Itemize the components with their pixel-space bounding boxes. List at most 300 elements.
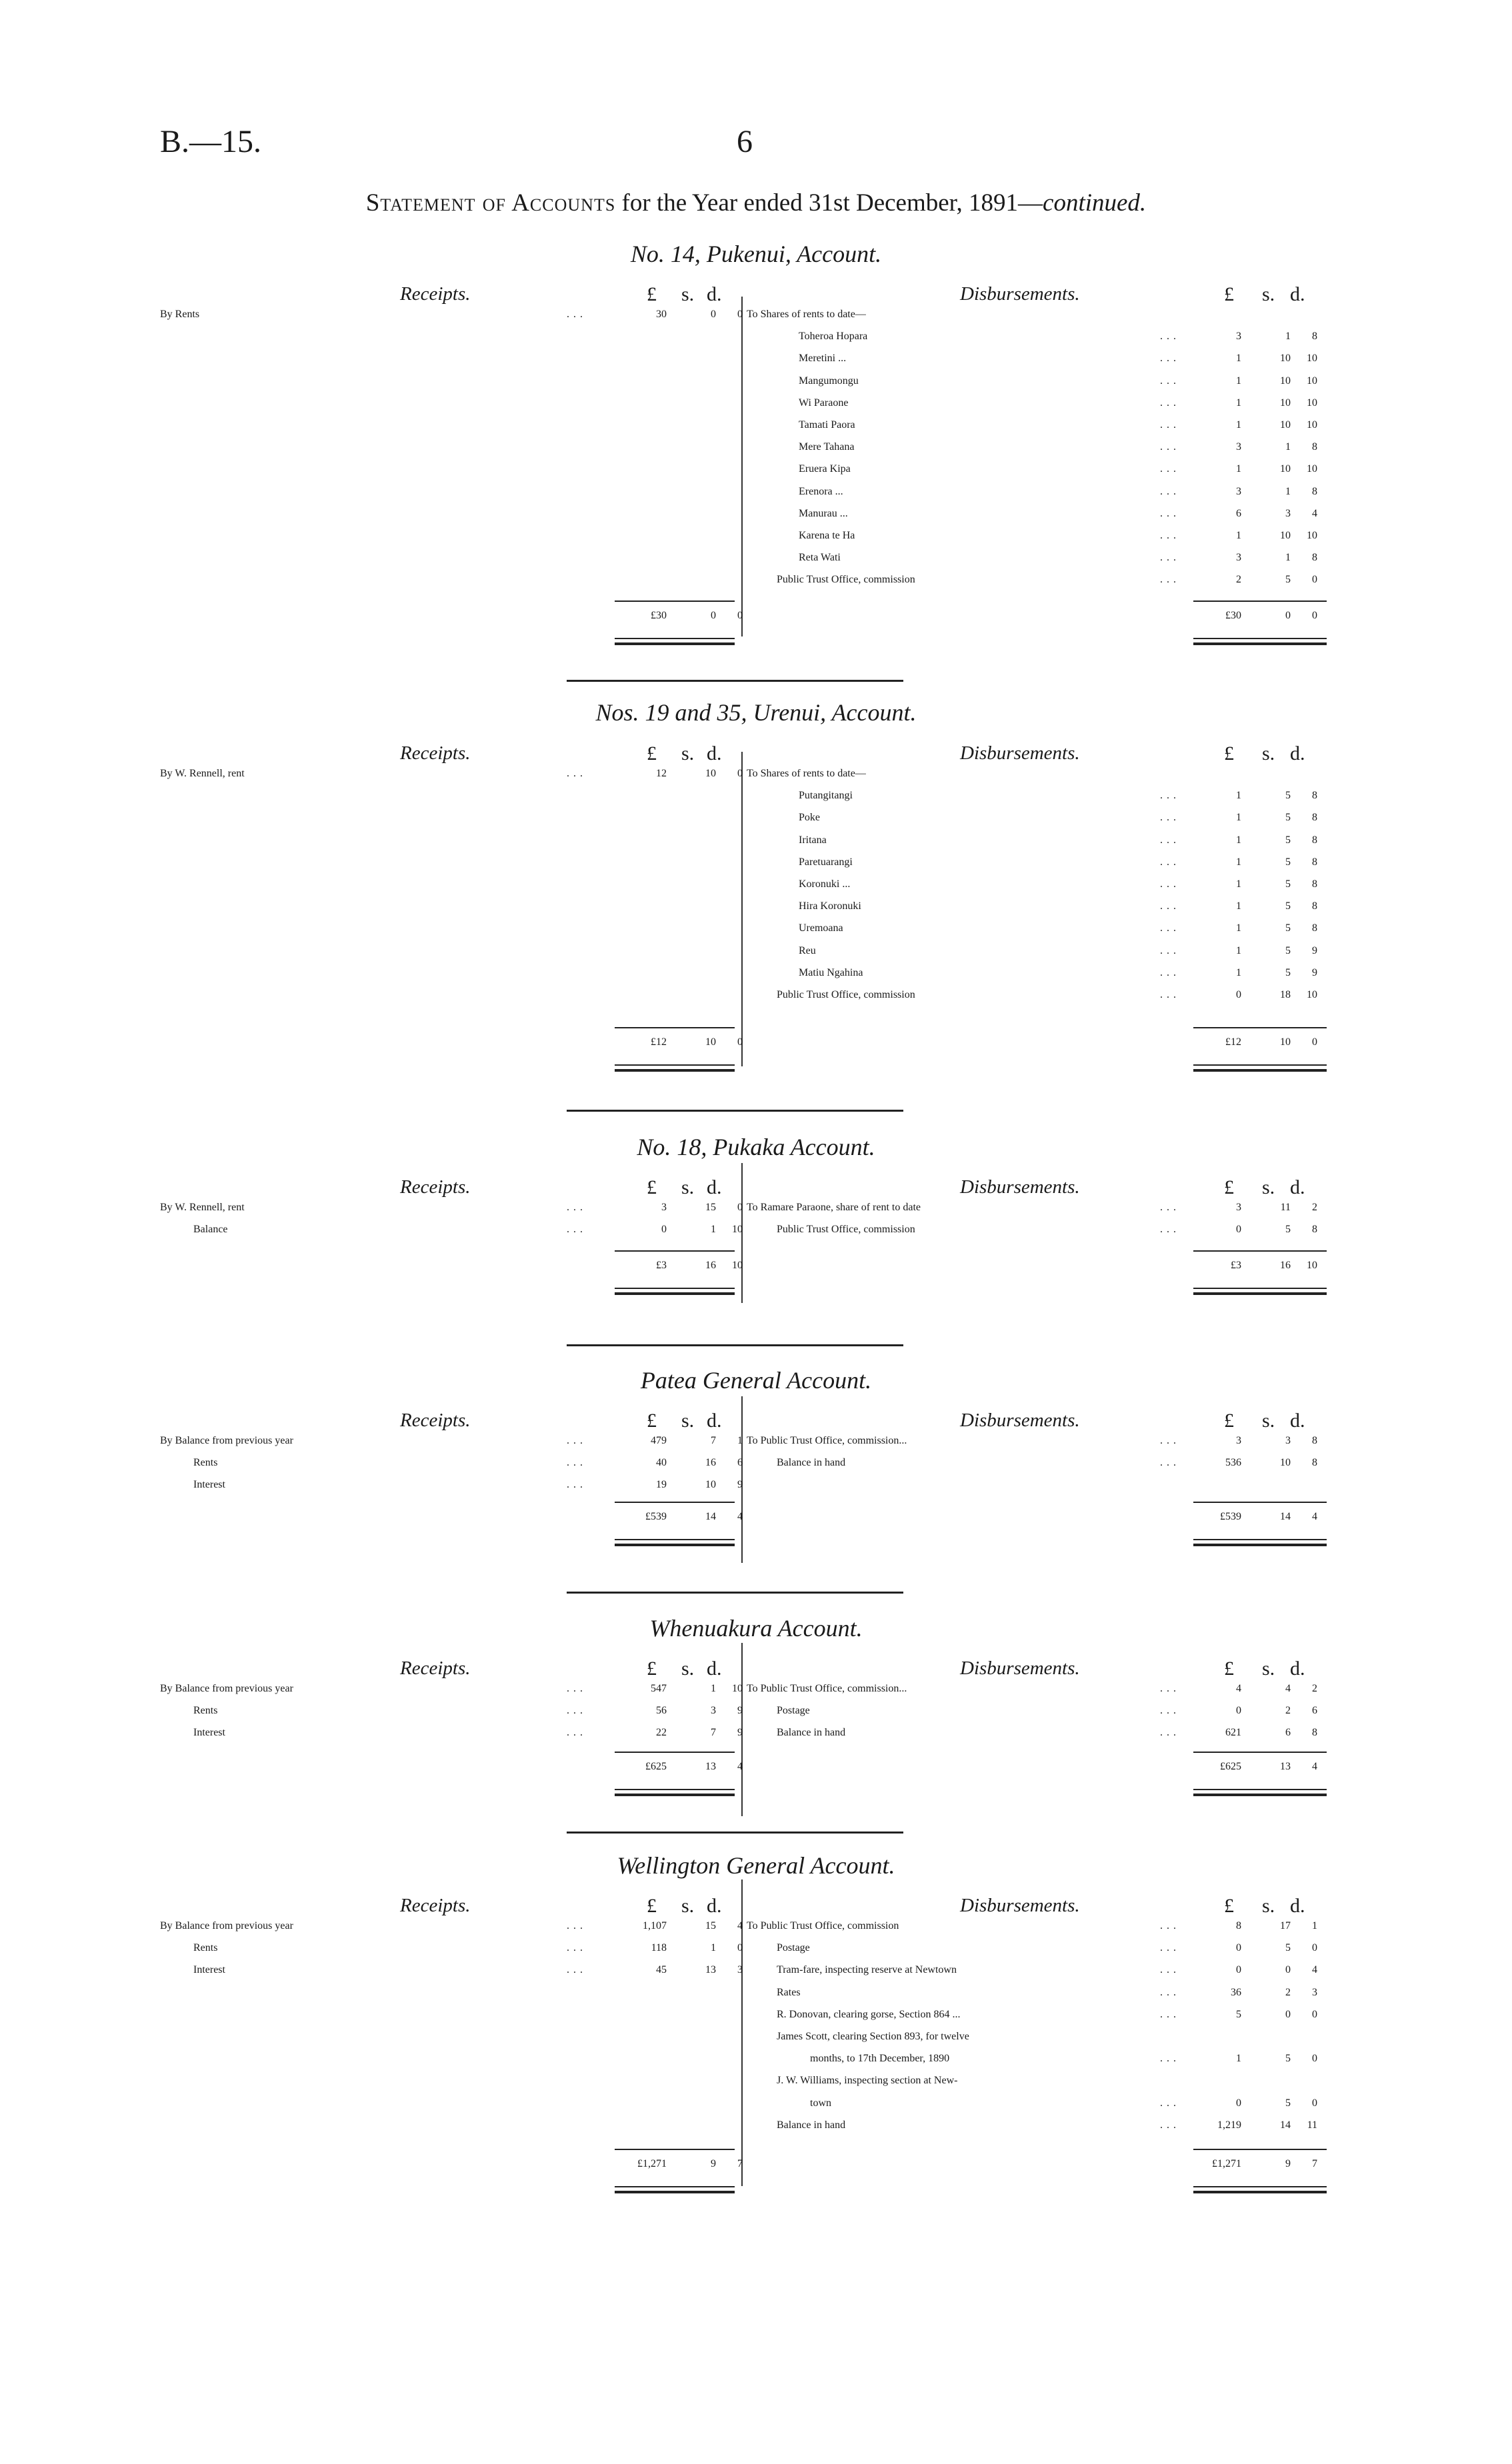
receipt-amount-pence: 9 [737, 1705, 743, 1717]
receipt-amount-pounds: 22 [656, 1727, 667, 1739]
disbursement-amount-shillings: 5 [1285, 966, 1291, 978]
disbursement-amount-pounds: 1 [1236, 878, 1241, 890]
disbursement-amount-pence: 8 [1312, 441, 1317, 453]
disbursements-total-pence: 0 [1312, 610, 1317, 621]
pound-header: £ [647, 1895, 657, 1917]
subtotal-rule [615, 1027, 735, 1028]
leader-dots: ... [567, 1457, 587, 1469]
disbursement-label: Toheroa Hopara [799, 331, 868, 343]
pence-header: d. [707, 1658, 722, 1680]
disbursement-amount-pence: 8 [1312, 1435, 1317, 1446]
leader-dots: ... [1160, 1705, 1180, 1717]
disbursement-amount-shillings: 0 [1285, 1964, 1291, 1976]
disbursement-amount-pounds: 621 [1225, 1727, 1241, 1739]
disbursement-amount-shillings: 5 [1285, 812, 1291, 824]
disbursement-amount-shillings: 10 [1280, 397, 1291, 409]
disbursement-amount-pounds: 0 [1236, 1224, 1241, 1236]
disbursement-amount-pence: 8 [1312, 922, 1317, 934]
leader-dots: ... [567, 1964, 587, 1976]
disbursement-amount-pence: 8 [1312, 1224, 1317, 1236]
receipts-total-shillings: 0 [711, 610, 716, 621]
disbursement-label: Eruera Kipa [799, 463, 851, 475]
disbursement-amount-pounds: 3 [1236, 1202, 1241, 1213]
subtotal-rule [1193, 2149, 1327, 2150]
disbursement-amount-shillings: 2 [1285, 1986, 1291, 1998]
disbursements-heading: Disbursements. [960, 1658, 1080, 1679]
disbursement-amount-pounds: 4 [1236, 1683, 1241, 1694]
disbursement-label: Iritana [799, 834, 827, 846]
pence-header: d. [707, 1895, 722, 1917]
disbursement-amount-pence: 8 [1312, 834, 1317, 846]
leader-dots: ... [1160, 1202, 1180, 1213]
pound-header: £ [1224, 1658, 1234, 1680]
disbursement-amount-pence: 10 [1307, 353, 1317, 365]
disbursement-amount-shillings: 0 [1285, 2008, 1291, 2020]
pence-header: d. [1290, 1410, 1305, 1432]
receipt-amount-pence: 9 [737, 1479, 743, 1491]
leader-dots: ... [1160, 900, 1180, 912]
shilling-header: s. [681, 1658, 695, 1680]
leader-dots: ... [567, 1942, 587, 1954]
disbursement-amount-pounds: 0 [1236, 1705, 1241, 1717]
pound-header: £ [1224, 1176, 1234, 1198]
disbursement-amount-shillings: 17 [1280, 1920, 1291, 1931]
disbursement-label: Putangitangi [799, 790, 853, 802]
receipt-amount-pence: 10 [732, 1224, 743, 1236]
leader-dots: ... [567, 768, 587, 779]
receipts-heading: Receipts. [400, 283, 471, 305]
disbursements-total-pounds: £539 [1220, 1511, 1241, 1522]
total-double-rule [1193, 1789, 1327, 1796]
disbursement-amount-pounds: 1 [1236, 856, 1241, 868]
disbursement-amount-pence: 10 [1307, 530, 1317, 541]
leader-dots: ... [1160, 463, 1180, 475]
disbursement-amount-shillings: 1 [1285, 331, 1291, 343]
disbursement-label: Hira Koronuki [799, 900, 861, 912]
disbursements-total-pence: 0 [1312, 1036, 1317, 1048]
disbursement-label: Postage [777, 1942, 810, 1954]
receipts-total-pounds: £625 [645, 1761, 667, 1772]
total-double-rule [615, 1789, 735, 1796]
leader-dots: ... [1160, 944, 1180, 956]
receipts-total-shillings: 10 [705, 1036, 716, 1048]
pence-header: d. [1290, 742, 1305, 764]
receipts-heading: Receipts. [400, 1895, 471, 1916]
page-title [0, 189, 1512, 217]
leader-dots: ... [1160, 878, 1180, 890]
disbursements-heading: Disbursements. [960, 742, 1080, 764]
pound-header: £ [1224, 283, 1234, 305]
leader-dots: ... [1160, 812, 1180, 824]
disbursement-label: To Ramare Paraone, share of rent to date [747, 1202, 921, 1213]
disbursement-label: Erenora ... [799, 485, 843, 497]
total-double-rule [615, 1539, 735, 1546]
disbursement-amount-shillings: 5 [1285, 856, 1291, 868]
disbursement-amount-pounds: 6 [1236, 507, 1241, 519]
leader-dots: ... [1160, 574, 1180, 586]
receipts-total-shillings: 9 [711, 2158, 716, 2169]
leader-dots: ... [1160, 485, 1180, 497]
disbursement-amount-shillings: 3 [1285, 507, 1291, 519]
disbursement-amount-shillings: 5 [1285, 790, 1291, 802]
disbursement-amount-shillings: 5 [1285, 2097, 1291, 2109]
receipts-total-pounds: £1,271 [637, 2158, 667, 2169]
disbursement-amount-pence: 0 [1312, 574, 1317, 586]
disbursements-total-shillings: 0 [1285, 610, 1291, 621]
leader-dots: ... [1160, 331, 1180, 343]
receipt-amount-pounds: 19 [656, 1479, 667, 1491]
page-reference: B.—15. [160, 124, 262, 159]
receipt-amount-shillings: 7 [711, 1435, 716, 1446]
disbursements-total-pounds: £3 [1231, 1260, 1241, 1271]
receipt-amount-pounds: 479 [651, 1435, 667, 1446]
shilling-header: s. [681, 283, 695, 305]
disbursement-amount-pence: 8 [1312, 878, 1317, 890]
receipts-heading: Receipts. [400, 1658, 471, 1679]
receipt-amount-pounds: 3 [661, 1202, 667, 1213]
disbursement-amount-shillings: 5 [1285, 900, 1291, 912]
pound-header: £ [1224, 1895, 1234, 1917]
total-double-rule [1193, 2186, 1327, 2193]
receipts-total-pence: 4 [737, 1761, 743, 1772]
disbursement-amount-shillings: 4 [1285, 1683, 1291, 1694]
leader-dots: ... [1160, 1435, 1180, 1446]
disbursement-amount-pounds: 1 [1236, 2053, 1241, 2065]
disbursement-amount-pounds: 1 [1236, 944, 1241, 956]
leader-dots: ... [567, 1920, 587, 1931]
receipt-amount-pence: 10 [732, 1683, 743, 1694]
disbursement-label: To Public Trust Office, commission... [747, 1435, 907, 1446]
section-divider [567, 1832, 903, 1834]
leader-dots: ... [1160, 2053, 1180, 2065]
leader-dots: ... [1160, 507, 1180, 519]
disbursement-amount-pounds: 5 [1236, 2008, 1241, 2020]
total-double-rule [615, 1288, 735, 1295]
receipt-amount-pounds: 56 [656, 1705, 667, 1717]
disbursement-amount-pence: 11 [1307, 2119, 1317, 2131]
leader-dots: ... [1160, 1683, 1180, 1694]
page-number: 6 [737, 124, 753, 159]
disbursement-amount-shillings: 2 [1285, 1705, 1291, 1717]
column-divider [741, 752, 743, 1066]
section-divider [567, 1592, 903, 1594]
leader-dots: ... [1160, 441, 1180, 453]
disbursement-amount-pence: 10 [1307, 989, 1317, 1000]
shilling-header: s. [681, 1410, 695, 1432]
leader-dots: ... [1160, 397, 1180, 409]
disbursement-label: Public Trust Office, commission [777, 574, 915, 586]
title-middle: for the Year ended 31st December, 1891— [621, 189, 1043, 217]
disbursements-heading: Disbursements. [960, 1410, 1080, 1431]
receipt-label: Rents [193, 1457, 218, 1469]
disbursement-amount-pence: 9 [1312, 944, 1317, 956]
disbursement-amount-shillings: 10 [1280, 375, 1291, 387]
disbursement-intro: To Shares of rents to date— [747, 309, 866, 320]
receipt-amount-shillings: 7 [711, 1727, 716, 1739]
disbursement-label: Public Trust Office, commission [777, 989, 915, 1000]
receipt-amount-pence: 0 [737, 1942, 743, 1954]
disbursement-label: Balance in hand [777, 1727, 846, 1739]
disbursement-amount-pounds: 536 [1225, 1457, 1241, 1469]
receipt-amount-pence: 3 [737, 1964, 743, 1976]
shilling-header: s. [1262, 1895, 1275, 1917]
disbursement-label: Poke [799, 812, 820, 824]
pence-header: d. [707, 1410, 722, 1432]
disbursement-amount-pence: 10 [1307, 397, 1317, 409]
disbursement-label-continued: town [810, 2097, 831, 2109]
disbursement-amount-pence: 8 [1312, 790, 1317, 802]
disbursements-heading: Disbursements. [960, 1176, 1080, 1198]
disbursement-amount-pence: 8 [1312, 900, 1317, 912]
pound-header: £ [647, 742, 657, 764]
receipt-amount-shillings: 10 [705, 768, 716, 779]
disbursement-amount-pounds: 1 [1236, 353, 1241, 365]
leader-dots: ... [1160, 989, 1180, 1000]
shilling-header: s. [681, 1895, 695, 1917]
subtotal-rule [615, 601, 735, 602]
leader-dots: ... [1160, 1224, 1180, 1236]
disbursements-total-pounds: £625 [1220, 1761, 1241, 1772]
disbursement-amount-pence: 8 [1312, 552, 1317, 564]
disbursement-amount-pounds: 1,219 [1217, 2119, 1241, 2131]
disbursement-amount-pounds: 1 [1236, 834, 1241, 846]
disbursement-label: James Scott, clearing Section 893, for twelve [777, 2031, 969, 2042]
receipts-heading: Receipts. [400, 742, 471, 764]
disbursement-amount-pounds: 1 [1236, 966, 1241, 978]
disbursement-amount-pounds: 1 [1236, 812, 1241, 824]
receipt-amount-pence: 1 [737, 1435, 743, 1446]
disbursements-total-pounds: £30 [1225, 610, 1241, 621]
disbursements-total-shillings: 10 [1280, 1036, 1291, 1048]
section-divider [567, 1344, 903, 1346]
pound-header: £ [647, 1410, 657, 1432]
disbursement-amount-shillings: 5 [1285, 1942, 1291, 1954]
leader-dots: ... [1160, 856, 1180, 868]
receipt-amount-shillings: 1 [711, 1683, 716, 1694]
disbursement-amount-pence: 6 [1312, 1705, 1317, 1717]
disbursement-amount-pence: 2 [1312, 1683, 1317, 1694]
leader-dots: ... [1160, 552, 1180, 564]
disbursement-amount-pounds: 0 [1236, 989, 1241, 1000]
disbursement-amount-pounds: 1 [1236, 397, 1241, 409]
disbursement-amount-pence: 9 [1312, 966, 1317, 978]
disbursement-amount-pounds: 3 [1236, 485, 1241, 497]
disbursement-amount-pounds: 1 [1236, 790, 1241, 802]
disbursement-label: Mangumongu [799, 375, 859, 387]
leader-dots: ... [567, 1224, 587, 1236]
disbursement-amount-pence: 0 [1312, 2097, 1317, 2109]
disbursement-label-continued: months, to 17th December, 1890 [810, 2053, 950, 2065]
disbursement-amount-shillings: 6 [1285, 1727, 1291, 1739]
receipt-label: By W. Rennell, rent [160, 1202, 245, 1213]
leader-dots: ... [1160, 2097, 1180, 2109]
receipt-label: Interest [193, 1964, 225, 1976]
disbursement-amount-shillings: 3 [1285, 1435, 1291, 1446]
disbursement-label: Public Trust Office, commission [777, 1224, 915, 1236]
disbursement-amount-pounds: 0 [1236, 1942, 1241, 1954]
disbursement-amount-pence: 3 [1312, 1986, 1317, 1998]
subtotal-rule [1193, 601, 1327, 602]
receipts-total-pounds: £30 [651, 610, 667, 621]
disbursement-label: Meretini ... [799, 353, 847, 365]
subtotal-rule [1193, 1752, 1327, 1753]
receipt-amount-pounds: 118 [651, 1942, 667, 1954]
total-double-rule [1193, 1064, 1327, 1072]
disbursement-amount-pence: 0 [1312, 1942, 1317, 1954]
account-title: Nos. 19 and 35, Urenui, Account. [595, 699, 917, 726]
disbursement-label: Mere Tahana [799, 441, 855, 453]
receipt-amount-pence: 6 [737, 1457, 743, 1469]
disbursement-amount-shillings: 1 [1285, 485, 1291, 497]
total-double-rule [615, 2186, 735, 2193]
receipt-label: By W. Rennell, rent [160, 768, 245, 779]
disbursement-amount-shillings: 5 [1285, 944, 1291, 956]
leader-dots: ... [1160, 922, 1180, 934]
account-title: Wellington General Account. [617, 1852, 895, 1879]
receipts-heading: Receipts. [400, 1410, 471, 1431]
disbursement-amount-pounds: 3 [1236, 552, 1241, 564]
disbursement-amount-shillings: 10 [1280, 463, 1291, 475]
shilling-header: s. [1262, 742, 1275, 764]
account-title: Whenuakura Account. [649, 1615, 863, 1642]
disbursement-amount-shillings: 10 [1280, 1457, 1291, 1469]
leader-dots: ... [1160, 2008, 1180, 2020]
disbursements-total-pence: 7 [1312, 2158, 1317, 2169]
disbursements-total-pounds: £1,271 [1212, 2158, 1241, 2169]
disbursements-total-shillings: 16 [1280, 1260, 1291, 1271]
disbursement-label: To Public Trust Office, commission... [747, 1683, 907, 1694]
leader-dots: ... [1160, 375, 1180, 387]
pound-header: £ [1224, 742, 1234, 764]
receipt-amount-pence: 0 [737, 768, 743, 779]
disbursement-amount-shillings: 5 [1285, 1224, 1291, 1236]
disbursement-amount-shillings: 5 [1285, 834, 1291, 846]
total-double-rule [615, 1064, 735, 1072]
disbursement-amount-pounds: 1 [1236, 419, 1241, 431]
disbursement-amount-pence: 0 [1312, 2053, 1317, 2065]
receipt-amount-pounds: 1,107 [643, 1920, 667, 1931]
title-continued: continued. [1043, 189, 1147, 217]
section-divider [567, 680, 903, 682]
disbursement-label: Manurau ... [799, 507, 848, 519]
disbursement-label: Balance in hand [777, 2119, 846, 2131]
pence-header: d. [707, 283, 722, 305]
disbursement-amount-shillings: 5 [1285, 2053, 1291, 2065]
disbursement-label: To Public Trust Office, commission [747, 1920, 899, 1931]
disbursement-amount-pence: 8 [1312, 1457, 1317, 1469]
leader-dots: ... [1160, 1457, 1180, 1469]
disbursement-amount-pence: 0 [1312, 2008, 1317, 2020]
receipt-label: Rents [193, 1705, 218, 1717]
disbursements-total-shillings: 14 [1280, 1511, 1291, 1522]
disbursement-amount-pence: 8 [1312, 331, 1317, 343]
disbursements-total-shillings: 9 [1285, 2158, 1291, 2169]
disbursement-label: R. Donovan, clearing gorse, Section 864 ... [777, 2008, 961, 2020]
disbursement-label: Koronuki ... [799, 878, 851, 890]
disbursement-amount-pounds: 8 [1236, 1920, 1241, 1931]
receipt-amount-pence: 0 [737, 1202, 743, 1213]
disbursement-amount-pence: 8 [1312, 485, 1317, 497]
disbursement-label: Paretuarangi [799, 856, 853, 868]
leader-dots: ... [1160, 834, 1180, 846]
disbursement-amount-pence: 10 [1307, 463, 1317, 475]
shilling-header: s. [681, 1176, 695, 1198]
disbursement-label: Balance in hand [777, 1457, 846, 1469]
receipt-label: By Balance from previous year [160, 1683, 293, 1694]
receipts-total-shillings: 16 [705, 1260, 716, 1271]
leader-dots: ... [1160, 1986, 1180, 1998]
disbursement-label: Reta Wati [799, 552, 841, 564]
account-title: Patea General Account. [640, 1367, 872, 1394]
pound-header: £ [647, 283, 657, 305]
receipt-label: Rents [193, 1942, 218, 1954]
disbursements-total-pence: 10 [1307, 1260, 1317, 1271]
disbursements-total-pence: 4 [1312, 1511, 1317, 1522]
receipts-total-pence: 10 [732, 1260, 743, 1271]
receipts-total-pounds: £12 [651, 1036, 667, 1048]
pence-header: d. [1290, 1176, 1305, 1198]
receipt-amount-shillings: 15 [705, 1920, 716, 1931]
disbursement-amount-pounds: 1 [1236, 900, 1241, 912]
pound-header: £ [647, 1658, 657, 1680]
disbursement-amount-pence: 8 [1312, 856, 1317, 868]
disbursements-heading: Disbursements. [960, 283, 1080, 305]
disbursement-amount-pence: 2 [1312, 1202, 1317, 1213]
subtotal-rule [615, 1752, 735, 1753]
receipt-amount-shillings: 15 [705, 1202, 716, 1213]
disbursement-amount-pounds: 1 [1236, 530, 1241, 541]
disbursement-amount-shillings: 11 [1280, 1202, 1291, 1213]
receipt-amount-pounds: 547 [651, 1683, 667, 1694]
account-title: No. 18, Pukaka Account. [637, 1134, 875, 1160]
receipts-total-shillings: 13 [705, 1761, 716, 1772]
disbursements-total-pounds: £12 [1225, 1036, 1241, 1048]
subtotal-rule [615, 1250, 735, 1252]
disbursement-label: Karena te Ha [799, 530, 855, 541]
disbursement-label: Rates [777, 1986, 801, 1998]
receipt-amount-shillings: 10 [705, 1479, 716, 1491]
receipt-label: Balance [193, 1224, 228, 1236]
pound-header: £ [647, 1176, 657, 1198]
disbursement-label: Uremoana [799, 922, 843, 934]
disbursement-amount-shillings: 5 [1285, 574, 1291, 586]
disbursement-amount-pence: 1 [1312, 1920, 1317, 1931]
disbursement-label: J. W. Williams, inspecting section at New- [777, 2075, 958, 2087]
disbursement-amount-pence: 8 [1312, 1727, 1317, 1739]
disbursement-amount-pounds: 1 [1236, 463, 1241, 475]
disbursement-label: Tram-fare, inspecting reserve at Newtown [777, 1964, 957, 1976]
disbursement-amount-pence: 10 [1307, 419, 1317, 431]
leader-dots: ... [1160, 419, 1180, 431]
disbursement-label: Wi Paraone [799, 397, 849, 409]
pence-header: d. [1290, 283, 1305, 305]
disbursement-amount-shillings: 10 [1280, 353, 1291, 365]
shilling-header: s. [1262, 283, 1275, 305]
receipts-total-pence: 0 [737, 610, 743, 621]
pence-header: d. [707, 1176, 722, 1198]
disbursement-amount-pounds: 2 [1236, 574, 1241, 586]
leader-dots: ... [1160, 2119, 1180, 2131]
disbursements-total-shillings: 13 [1280, 1761, 1291, 1772]
disbursement-amount-pounds: 0 [1236, 1964, 1241, 1976]
receipt-amount-pence: 0 [737, 309, 743, 320]
disbursement-amount-shillings: 1 [1285, 552, 1291, 564]
disbursement-amount-pounds: 3 [1236, 441, 1241, 453]
receipt-amount-shillings: 0 [711, 309, 716, 320]
account-title: No. 14, Pukenui, Account. [630, 241, 882, 267]
disbursement-amount-pence: 4 [1312, 507, 1317, 519]
disbursement-amount-pence: 4 [1312, 1964, 1317, 1976]
